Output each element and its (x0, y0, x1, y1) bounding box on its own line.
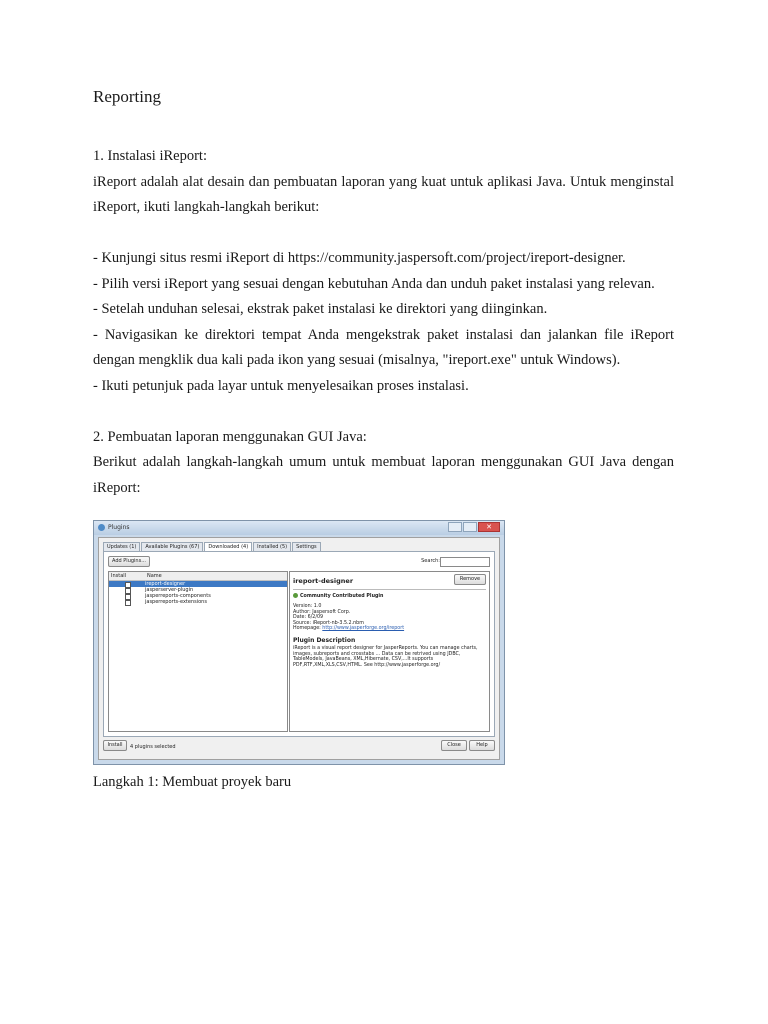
page-heading: Reporting (93, 87, 161, 106)
section-1-intro: iReport adalah alat desain dan pembuatan laporan yang kuat untuk aplikasi Java. Untuk menginstal iReport, ikuti langkah-langkah berikut: (93, 173, 674, 215)
detail-version: Version: 1.0 (293, 604, 322, 610)
plugin-name: ireport-designer (145, 581, 186, 587)
checkbox-icon (125, 600, 131, 606)
window-title-bar (94, 521, 504, 535)
plugin-list (108, 571, 288, 732)
plugin-name: jasperreports-components (145, 593, 211, 599)
section-1 (93, 144, 674, 501)
plugin-name: jasperserver-plugin (145, 587, 194, 593)
column-install: Install (111, 573, 127, 579)
description-text: iReport is a visual report designer for JasperReports. You can manage charts, images, subreports and crosstabs ... Data can be retrived using JDBC, TableModels, JavaBeans, XML,Hibernate, CSV,...It supports PDF,RTF,XML,XLS,CSV,HTML. See http://www.jasperforge.org/ (293, 646, 478, 668)
detail-author: Author: Jaspersoft Corp. (293, 609, 351, 615)
plugins-dialog (98, 537, 500, 760)
section-1-title: 1. Instalasi iReport: (93, 148, 207, 164)
tab-content (103, 551, 495, 737)
help-button: Help (469, 740, 495, 751)
step-3: - Setelah unduhan selesai, ekstrak paket instalasi ke direktori yang diinginkan. (93, 301, 548, 317)
plugins-screenshot (93, 520, 505, 765)
plugin-detail (289, 571, 490, 732)
detail-homepage: Homepage: http://www.jasperforge.org/ireport (293, 626, 405, 632)
close-button: Close (441, 740, 467, 751)
list-item (109, 599, 287, 605)
community-label: Community Contributed Plugin (293, 593, 486, 599)
caption: Langkah 1: Membuat proyek baru (93, 774, 292, 790)
homepage-link: http://www.jasperforge.org/ireport (322, 626, 405, 632)
list-header (109, 572, 287, 581)
tab-available-plugins: Available Plugins (67) (141, 542, 203, 552)
status-text: 4 plugins selected (130, 744, 176, 750)
caption-block (93, 770, 674, 796)
maximize-icon (463, 522, 477, 532)
remove-button: Remove (454, 574, 486, 585)
step-4: - Navigasikan ke direktori tempat Anda mengekstrak paket instalasi dan jalankan file iReport dengan mengklik dua kali pada ikon yang sesuai (misalnya, "ireport.exe" untuk Windows). (93, 326, 674, 368)
detail-date: Date: 6/2/09 (293, 615, 324, 621)
close-icon: ✕ (478, 522, 500, 532)
section-2-title: 2. Pembuatan laporan menggunakan GUI Java: (93, 428, 367, 445)
tab-updates: Updates (1) (103, 542, 140, 552)
search-label: Search: (421, 558, 440, 564)
step-1: - Kunjungi situs resmi iReport di https://community.jaspersoft.com/project/ireport-designer. (93, 250, 626, 266)
column-name: Name (147, 573, 162, 579)
step-5: - Ikuti petunjuk pada layar untuk menyelesaikan proses instalasi. (93, 377, 469, 394)
plugin-name: jasperreports-extensions (145, 599, 207, 605)
plugin-icon (293, 593, 298, 598)
tab-installed: Installed (5) (253, 542, 291, 552)
app-icon (98, 524, 105, 531)
description-title: Plugin Description (293, 637, 356, 645)
install-button: Install (103, 740, 127, 751)
search-input (440, 557, 490, 567)
tab-settings: Settings (292, 542, 321, 552)
tab-downloaded: Downloaded (4) (204, 542, 252, 552)
minimize-icon (448, 522, 462, 532)
detail-title: ireport-designer (293, 577, 354, 585)
window-title: Plugins (108, 524, 130, 531)
add-plugins-button: Add Plugins... (108, 556, 150, 567)
section-2-intro: Berikut adalah langkah-langkah umum untuk membuat laporan menggunakan GUI Java dengan iReport: (93, 454, 674, 496)
step-2: - Pilih versi iReport yang sesuai dengan kebutuhan Anda dan unduh paket instalasi yang relevan. (93, 275, 655, 292)
detail-source: Source: iReport-nb-3.5.2.nbm (293, 620, 364, 626)
